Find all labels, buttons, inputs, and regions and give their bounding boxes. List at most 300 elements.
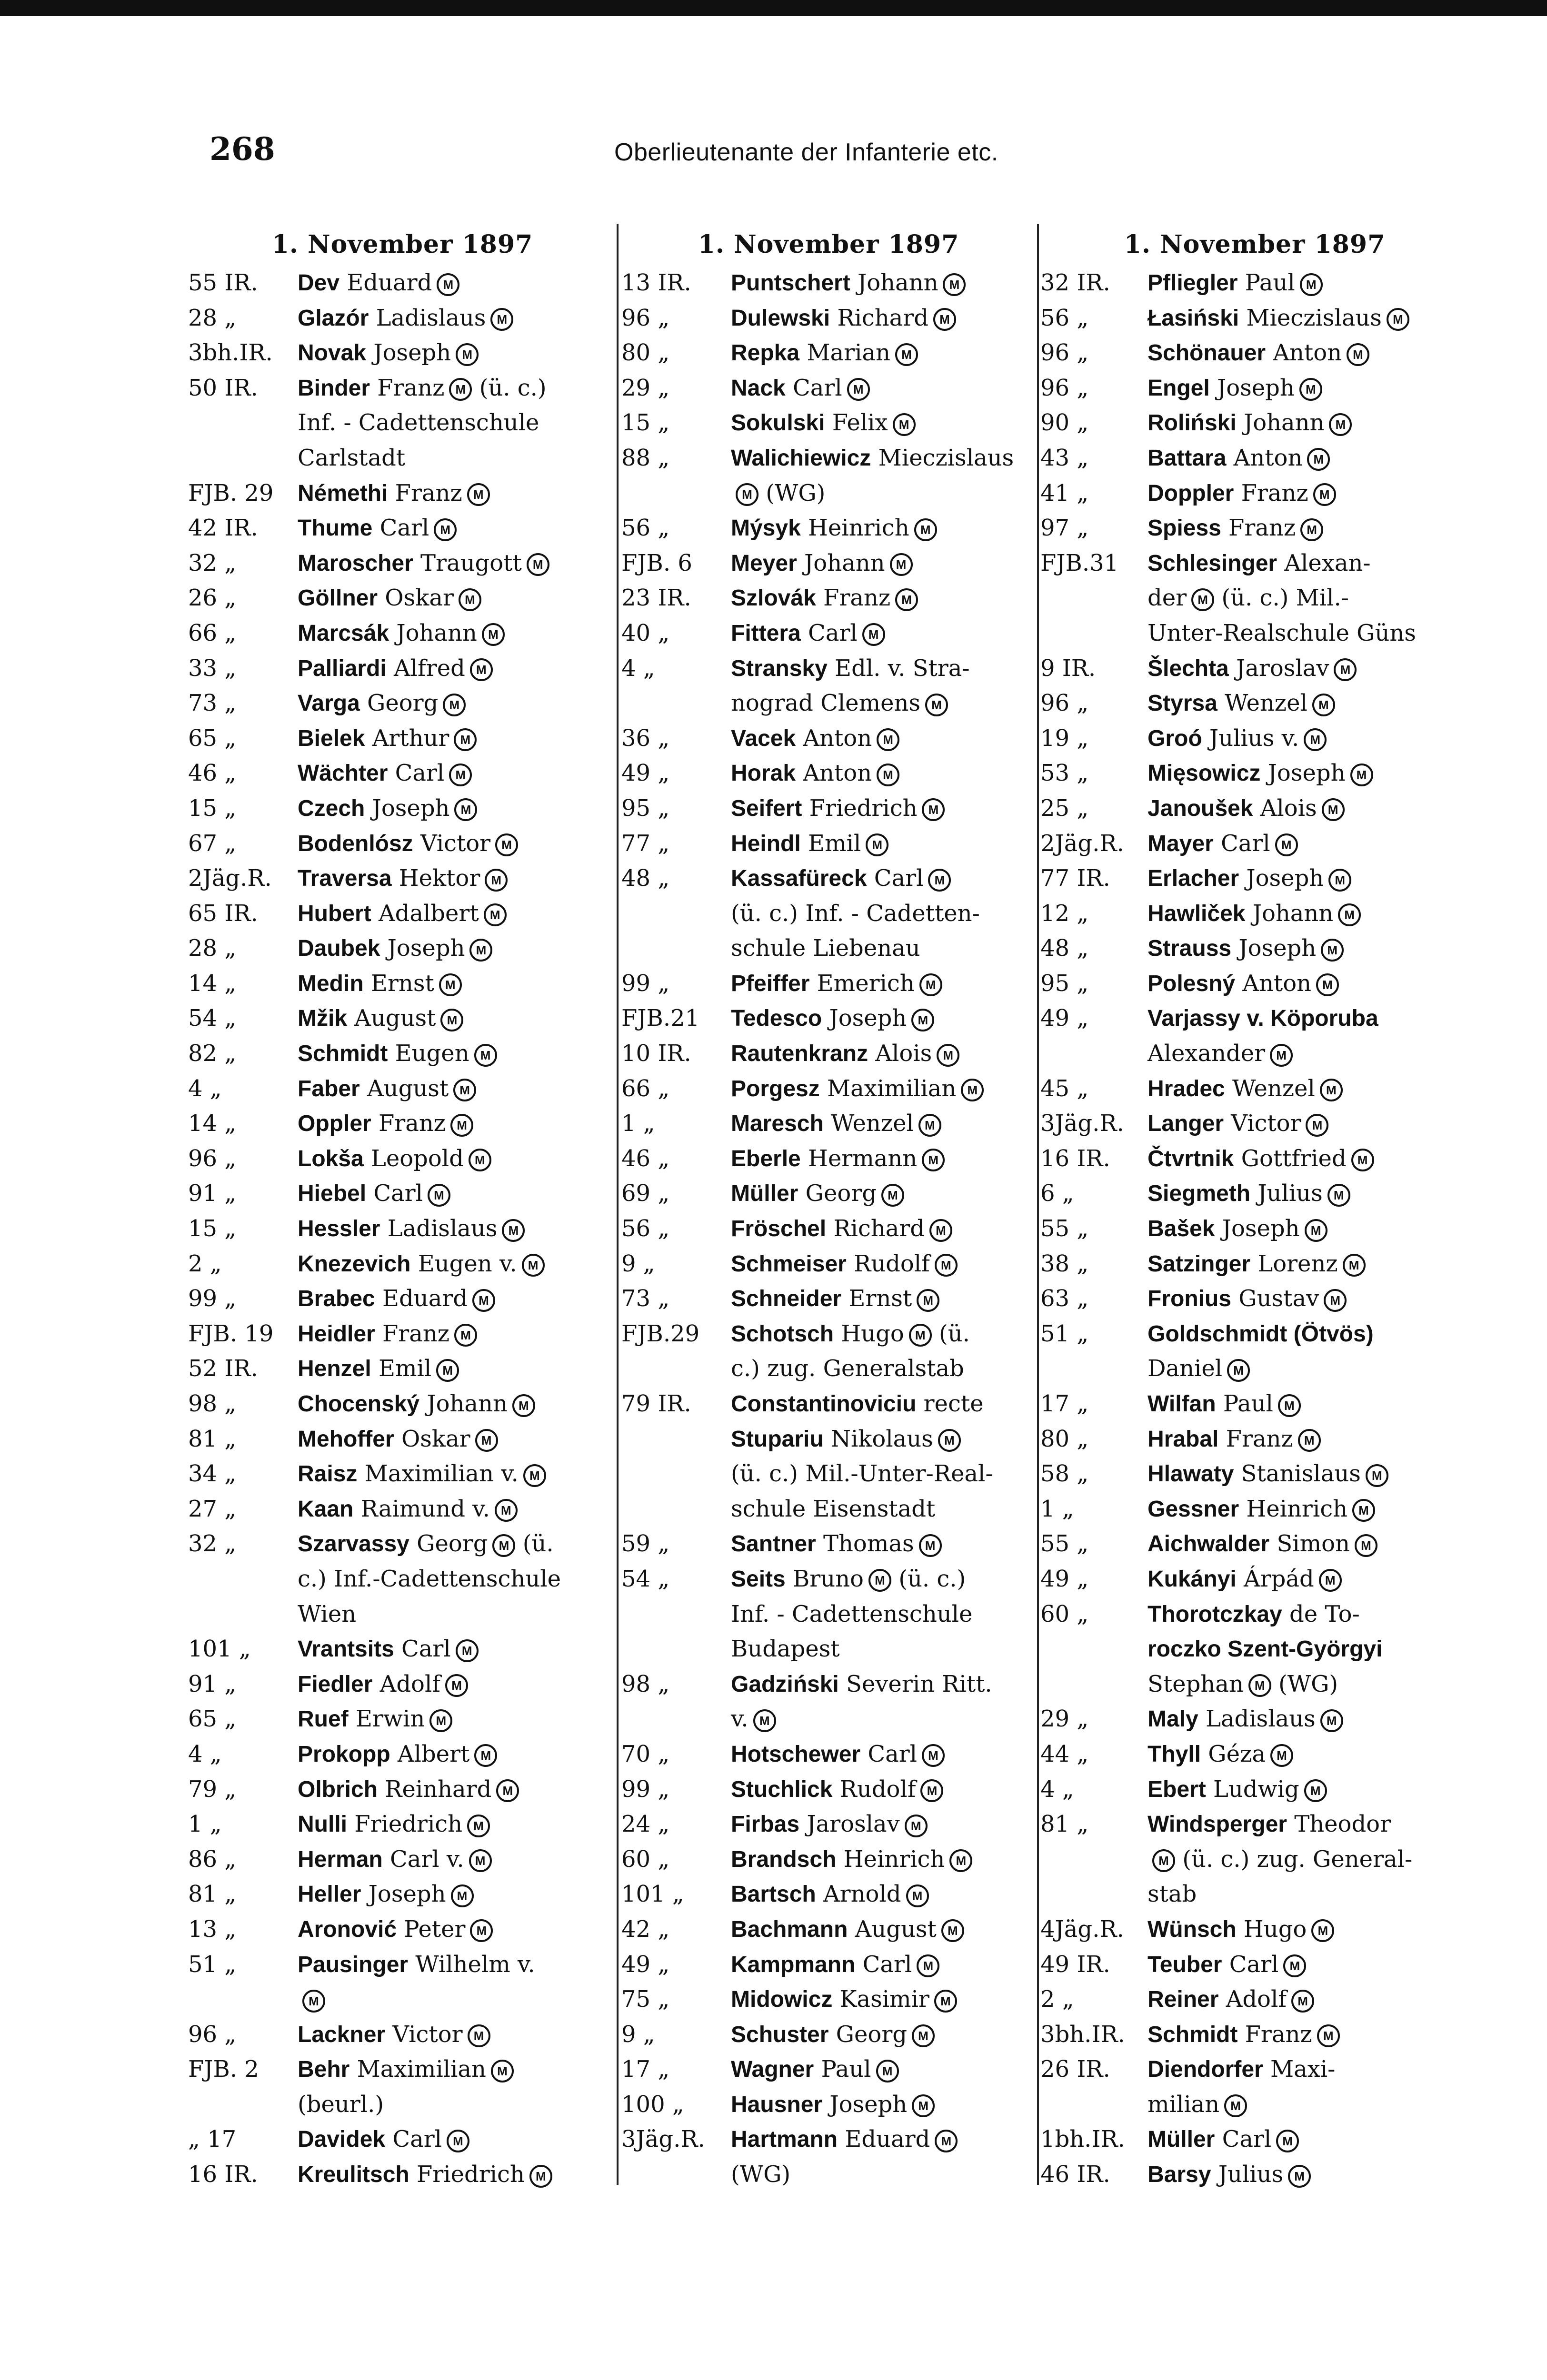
given-name: Johann <box>1252 900 1334 927</box>
entry-text <box>298 406 617 441</box>
surname: Mehoffer <box>298 1426 394 1452</box>
unit-label: 58 „ <box>1040 1460 1089 1488</box>
surname: Rautenkranz <box>731 1041 868 1067</box>
roster-entry <box>188 2157 617 2192</box>
unit-label: 95 „ <box>621 794 670 822</box>
entry-text <box>731 511 1036 546</box>
given-name: Carl <box>1229 1951 1279 1978</box>
entry-text <box>731 2122 1036 2157</box>
entry-text <box>731 1176 1036 1211</box>
roster-entry <box>188 1772 617 1807</box>
roster-entry <box>188 1422 617 1457</box>
given-name: Heinrich <box>1246 1495 1348 1522</box>
given-name: Gottfried <box>1241 1145 1347 1172</box>
roster-entry <box>1040 1351 1469 1387</box>
entry-text <box>731 1001 1036 1036</box>
given-name: Franz <box>1241 479 1308 506</box>
given-name: Johann <box>427 1390 508 1417</box>
surname: Langer <box>1148 1111 1224 1137</box>
entry-text <box>298 336 617 371</box>
given-name: August <box>367 1075 449 1102</box>
military-academy-badge-icon: M <box>922 1744 945 1767</box>
roster-entry <box>188 301 617 336</box>
military-academy-badge-icon: M <box>895 588 918 611</box>
surname: Kukányi <box>1148 1566 1237 1592</box>
roster-entry <box>188 1387 617 1422</box>
surname: Tedesco <box>731 1006 822 1031</box>
entry-text <box>1148 1422 1469 1457</box>
unit-label: 44 „ <box>1040 1740 1089 1767</box>
unit-label: 17 „ <box>1040 1390 1089 1417</box>
roster-entry <box>188 1317 617 1352</box>
unit-label: 3Jäg.R. <box>1040 1110 1124 1137</box>
entry-text <box>1148 336 1469 371</box>
military-academy-badge-icon: M <box>934 1990 957 2013</box>
given-name: Julius <box>1258 1180 1323 1207</box>
roster-entry <box>621 441 1036 476</box>
surname: Firbas <box>731 1812 800 1837</box>
given-name: Felix <box>832 409 888 436</box>
unit-label: 4 „ <box>1040 1775 1074 1803</box>
entry-text <box>298 1106 617 1141</box>
unit-label: 14 „ <box>188 970 237 997</box>
entry-text <box>731 1387 1036 1422</box>
entry-text <box>298 1772 617 1807</box>
entry-text <box>731 1597 1036 1632</box>
unit-label: 29 „ <box>1040 1706 1089 1733</box>
entry-text <box>298 511 617 546</box>
unit-label: „ 17 <box>188 2126 237 2153</box>
roster-entry <box>188 686 617 721</box>
roster-entry <box>1040 441 1469 476</box>
unit-label: 96 „ <box>1040 690 1089 717</box>
surname: Hrabal <box>1148 1426 1219 1452</box>
entry-text <box>731 1141 1036 1177</box>
military-academy-badge-icon: M <box>523 1464 546 1487</box>
entry-text <box>731 1702 1036 1737</box>
entry-text <box>731 966 1036 1002</box>
given-name: Traugott <box>420 549 522 576</box>
entry-text <box>298 1912 617 1947</box>
roster-entry <box>1040 1387 1469 1422</box>
entry-text <box>298 2122 617 2157</box>
unit-label: 65 „ <box>188 1706 237 1733</box>
surname: Aichwalder <box>1148 1531 1270 1557</box>
entry-text <box>1148 1281 1469 1317</box>
unit-label: 67 „ <box>188 830 237 857</box>
unit-label: 99 „ <box>621 1775 670 1803</box>
given-name: Johann <box>804 549 885 576</box>
entry-text <box>1148 476 1469 511</box>
military-academy-badge-icon: M <box>1300 273 1323 296</box>
military-academy-badge-icon: M <box>1305 1219 1327 1242</box>
given-name: Ernst <box>848 1285 912 1312</box>
roster-entry <box>621 336 1036 371</box>
entry-text <box>298 1702 617 1737</box>
entry-text <box>731 1036 1036 1071</box>
surname: Dulewski <box>731 305 830 331</box>
given-name: Carl <box>808 619 858 646</box>
entry-text <box>1148 896 1469 932</box>
surname: Łasiński <box>1148 305 1239 331</box>
entry-text <box>731 1562 1036 1597</box>
roster-entry <box>188 1492 617 1527</box>
military-academy-badge-icon: M <box>1304 1779 1327 1802</box>
entry-text <box>731 1247 1036 1282</box>
roster-entry <box>1040 266 1469 301</box>
surname: Brandsch <box>731 1846 837 1872</box>
military-academy-badge-icon: M <box>454 1324 477 1347</box>
surname: Stupariu <box>731 1426 824 1452</box>
given-name: Heinrich <box>843 1845 945 1873</box>
unit-label: 46 „ <box>621 1145 670 1172</box>
given-name: Franz <box>1245 2021 1312 2048</box>
surname: Pfeiffer <box>731 971 810 996</box>
entry-text <box>1148 1492 1469 1527</box>
surname: Maly <box>1148 1706 1198 1732</box>
entry-text <box>731 896 1036 932</box>
military-academy-badge-icon: M <box>868 1569 891 1592</box>
roster-entry <box>188 1562 617 1597</box>
given-name: Ludwig <box>1213 1775 1299 1803</box>
entry-text <box>731 371 1036 406</box>
entry-text <box>298 826 617 862</box>
unit-label: 73 „ <box>621 1285 670 1312</box>
military-academy-badge-icon: M <box>736 483 759 506</box>
roster-entry <box>1040 1702 1469 1737</box>
surname: Marcsák <box>298 620 389 646</box>
given-name: Reinhard <box>385 1775 492 1803</box>
military-academy-badge-icon: M <box>1224 2094 1247 2117</box>
roster-entry <box>188 2122 617 2157</box>
entry-text <box>731 721 1036 756</box>
roster-entry <box>1040 1036 1469 1071</box>
given-name: Carl <box>874 865 924 892</box>
entry-text <box>1148 1982 1469 2017</box>
military-academy-badge-icon: M <box>490 308 513 331</box>
given-name: Georg <box>836 2021 907 2048</box>
given-name: August <box>354 1005 436 1032</box>
given-name: Victor <box>392 2021 463 2048</box>
entry-text <box>1148 2087 1469 2122</box>
entry-note: (WG) <box>766 479 826 506</box>
military-academy-badge-icon: M <box>938 1429 961 1452</box>
military-academy-badge-icon: M <box>470 658 493 681</box>
given-name: Richard <box>837 304 928 331</box>
surname: Glazór <box>298 305 369 331</box>
roster-entry <box>1040 1737 1469 1772</box>
entry-text <box>731 1211 1036 1247</box>
entry-text <box>731 301 1036 336</box>
military-academy-badge-icon: M <box>1320 1079 1343 1101</box>
roster-entry <box>1040 301 1469 336</box>
surname: Bašek <box>1148 1216 1215 1242</box>
surname: Lackner <box>298 2022 386 2047</box>
roster-entry <box>188 1737 617 1772</box>
military-academy-badge-icon: M <box>429 1709 452 1732</box>
military-academy-badge-icon: M <box>917 1289 939 1312</box>
unit-label: 42 IR. <box>188 515 258 542</box>
military-academy-badge-icon: M <box>928 869 951 892</box>
given-name: Victor <box>420 830 491 857</box>
unit-label: 13 IR. <box>621 269 691 296</box>
roster-entry <box>188 1597 617 1632</box>
entry-text <box>1148 826 1469 862</box>
unit-label: 51 „ <box>188 1951 237 1978</box>
unit-label: 4 „ <box>188 1075 222 1102</box>
entry-text <box>731 791 1036 826</box>
surname: Constantinoviciu <box>731 1391 917 1417</box>
given-name: Rudolf <box>839 1775 916 1803</box>
surname: Styrsa <box>1148 691 1218 716</box>
entry-text <box>298 1351 617 1387</box>
given-name: Alois <box>875 1040 932 1067</box>
roster-entry <box>621 546 1036 581</box>
given-name: Emil <box>378 1355 432 1382</box>
unit-label: 25 „ <box>1040 794 1089 822</box>
given-name: August <box>855 1915 937 1943</box>
given-name: Ernst <box>370 970 434 997</box>
unit-label: 65 „ <box>188 724 237 752</box>
given-name: Alexander <box>1148 1040 1266 1067</box>
given-name: Stephan <box>1148 1670 1244 1697</box>
surname: Knezevich <box>298 1251 411 1277</box>
unit-label: 15 „ <box>188 794 237 822</box>
roster-entry <box>621 931 1036 966</box>
surname: Erlacher <box>1148 866 1239 892</box>
given-name: Leopold <box>371 1145 464 1172</box>
unit-label: 28 „ <box>188 935 237 962</box>
unit-label: 99 „ <box>188 1285 237 1312</box>
unit-label: 13 „ <box>188 1915 237 1943</box>
given-name: Johann <box>1243 409 1325 436</box>
military-academy-badge-icon: M <box>890 553 913 576</box>
roster-entry <box>1040 1457 1469 1492</box>
surname: Wilfan <box>1148 1391 1216 1417</box>
given-name: Joseph <box>1238 935 1317 962</box>
given-name: schule Eisenstadt <box>731 1495 936 1522</box>
entry-text <box>1148 721 1469 756</box>
military-academy-badge-icon: M <box>512 1394 535 1417</box>
entry-note: (ü. c.) Mil.- <box>1221 585 1349 612</box>
roster-entry <box>1040 721 1469 756</box>
military-academy-badge-icon: M <box>456 343 479 366</box>
unit-label: 101 „ <box>188 1636 251 1663</box>
roster-entry <box>621 1597 1036 1632</box>
military-academy-badge-icon: M <box>449 764 472 786</box>
running-head: Oberlieutenante der Infanterie etc. <box>614 139 998 166</box>
roster-entry <box>621 476 1036 511</box>
surname: Diendorfer <box>1148 2057 1263 2082</box>
entry-text <box>1148 1947 1469 1983</box>
surname: Stuchlick <box>731 1776 833 1802</box>
roster-entry <box>1040 371 1469 406</box>
surname: Strauss <box>1148 936 1232 962</box>
military-academy-badge-icon: M <box>451 1884 474 1907</box>
military-academy-badge-icon: M <box>1276 2130 1299 2152</box>
surname: Gessner <box>1148 1496 1239 1522</box>
surname: Pausinger <box>298 1952 409 1977</box>
given-name: Hermann <box>808 1145 918 1172</box>
given-name: Richard <box>833 1215 925 1242</box>
military-academy-badge-icon: M <box>472 1289 495 1312</box>
roster-entry <box>621 2017 1036 2053</box>
given-name: schule Liebenau <box>731 935 920 962</box>
military-academy-badge-icon: M <box>911 1009 934 1031</box>
given-name: Carl <box>1222 2126 1272 2153</box>
given-name: Simon <box>1277 1530 1350 1557</box>
surname: Bodenlósz <box>298 831 413 856</box>
entry-note: (WG) <box>1278 1670 1338 1697</box>
military-academy-badge-icon: M <box>943 273 966 296</box>
roster-entry <box>621 1422 1036 1457</box>
military-academy-badge-icon: M <box>1270 1744 1293 1767</box>
entry-text <box>1148 1457 1469 1492</box>
surname: Walichiewicz <box>731 445 871 471</box>
roster-entry <box>621 406 1036 441</box>
entry-text <box>1148 1597 1469 1632</box>
roster-entry <box>621 2052 1036 2087</box>
roster-entry <box>188 511 617 546</box>
military-academy-badge-icon: M <box>469 1149 491 1171</box>
roster-entry <box>188 441 617 476</box>
entry-text <box>298 1737 617 1772</box>
unit-label: 50 IR. <box>188 374 258 401</box>
unit-label: 56 „ <box>621 1215 670 1242</box>
surname: Heindl <box>731 831 801 856</box>
given-name: Anton <box>1233 444 1303 471</box>
roster-entry <box>188 1351 617 1387</box>
given-name: Gustav <box>1238 1285 1319 1312</box>
military-academy-badge-icon: M <box>1321 939 1344 962</box>
roster-entry <box>621 616 1036 651</box>
given-name: v. <box>731 1706 749 1733</box>
roster-entry <box>1040 686 1469 721</box>
military-academy-badge-icon: M <box>428 1184 450 1207</box>
surname: Stransky <box>731 655 828 681</box>
roster-entry <box>621 756 1036 791</box>
entry-text <box>1148 1351 1469 1387</box>
unit-label: 54 „ <box>621 1565 670 1592</box>
military-academy-badge-icon: M <box>917 1954 939 1977</box>
entry-text <box>298 2052 617 2087</box>
given-name: Eugen v. <box>418 1250 517 1277</box>
entry-text <box>1148 791 1469 826</box>
unit-label: 98 „ <box>621 1670 670 1697</box>
given-name: Franz <box>378 1110 446 1137</box>
roster-entry <box>1040 1317 1469 1352</box>
roster-entry <box>621 1702 1036 1737</box>
military-academy-badge-icon: M <box>492 1534 515 1557</box>
surname: Schotsch <box>731 1321 834 1347</box>
entry-text <box>298 1982 617 2017</box>
military-academy-badge-icon: M <box>1387 308 1409 331</box>
roster-entry <box>621 1001 1036 1036</box>
roster-entry <box>188 861 617 896</box>
given-name: de To- <box>1289 1600 1360 1627</box>
entry-text <box>298 616 617 651</box>
surname: Hotschewer <box>731 1741 861 1767</box>
roster-entry <box>1040 2017 1469 2053</box>
column-heading: 1. November 1897 <box>1124 230 1386 259</box>
surname: Teuber <box>1148 1952 1222 1977</box>
entry-text <box>1148 1211 1469 1247</box>
given-name: Ladislaus <box>1205 1706 1316 1733</box>
entry-text <box>298 441 617 476</box>
roster-entry <box>621 1982 1036 2017</box>
surname: Prokopp <box>298 1741 390 1767</box>
given-name: Franz <box>382 1320 450 1347</box>
unit-label: 36 „ <box>621 724 670 752</box>
unit-label: 77 „ <box>621 830 670 857</box>
roster-entry <box>1040 1492 1469 1527</box>
surname: Groó <box>1148 725 1202 751</box>
surname: Sokulski <box>731 410 825 436</box>
surname: Ebert <box>1148 1776 1206 1802</box>
surname: Hartmann <box>731 2127 838 2152</box>
given-name: Georg <box>367 690 439 717</box>
given-name: Paul <box>1245 269 1295 296</box>
unit-label: 56 „ <box>1040 304 1089 331</box>
roster-entry <box>621 2122 1036 2157</box>
unit-label: 91 „ <box>188 1180 237 1207</box>
given-name: Géza <box>1208 1740 1266 1767</box>
given-name: Eduard <box>845 2126 930 2153</box>
roster-entry <box>1040 1422 1469 1457</box>
unit-label: 52 IR. <box>188 1355 258 1382</box>
entry-text <box>731 1842 1036 1877</box>
unit-label: 32 „ <box>188 549 237 576</box>
entry-text <box>1148 1912 1469 1947</box>
given-name: Ladislaus <box>387 1215 498 1242</box>
surname: Mžik <box>298 1006 348 1031</box>
military-academy-badge-icon: M <box>1322 798 1345 821</box>
entry-text <box>1148 966 1469 1002</box>
given-name: Eugen <box>395 1040 469 1067</box>
roster-entry <box>188 581 617 616</box>
column-divider <box>1037 224 1039 2185</box>
roster-entry <box>1040 1842 1469 1877</box>
entry-text <box>731 1737 1036 1772</box>
entry-list <box>188 266 617 2192</box>
given-name: Alexan- <box>1284 549 1371 576</box>
unit-label: 70 „ <box>621 1740 670 1767</box>
given-name: Joseph <box>1268 760 1346 787</box>
military-academy-badge-icon: M <box>929 1219 952 1242</box>
given-name: Johann <box>396 619 477 646</box>
entry-text <box>731 1807 1036 1842</box>
unit-label: 3bh.IR. <box>188 339 273 367</box>
entry-text <box>1148 1176 1469 1211</box>
given-name: Wilhelm v. <box>415 1951 535 1978</box>
entry-text <box>1148 1667 1469 1702</box>
unit-label: FJB.21 <box>621 1005 700 1032</box>
entry-text <box>298 2017 617 2053</box>
roster-entry <box>621 1106 1036 1141</box>
surname: Vacek <box>731 725 796 751</box>
given-name: Emerich <box>817 970 915 997</box>
given-name: Carl <box>373 1180 423 1207</box>
entry-text <box>731 1667 1036 1702</box>
entry-text <box>1148 1562 1469 1597</box>
entry-text <box>1148 1842 1469 1877</box>
unit-label: 86 „ <box>188 1845 237 1873</box>
entry-text <box>731 441 1036 476</box>
unit-label: FJB.29 <box>621 1320 700 1347</box>
roster-entry <box>1040 756 1469 791</box>
roster-entry <box>621 1527 1036 1562</box>
surname: Wagner <box>731 2057 814 2082</box>
